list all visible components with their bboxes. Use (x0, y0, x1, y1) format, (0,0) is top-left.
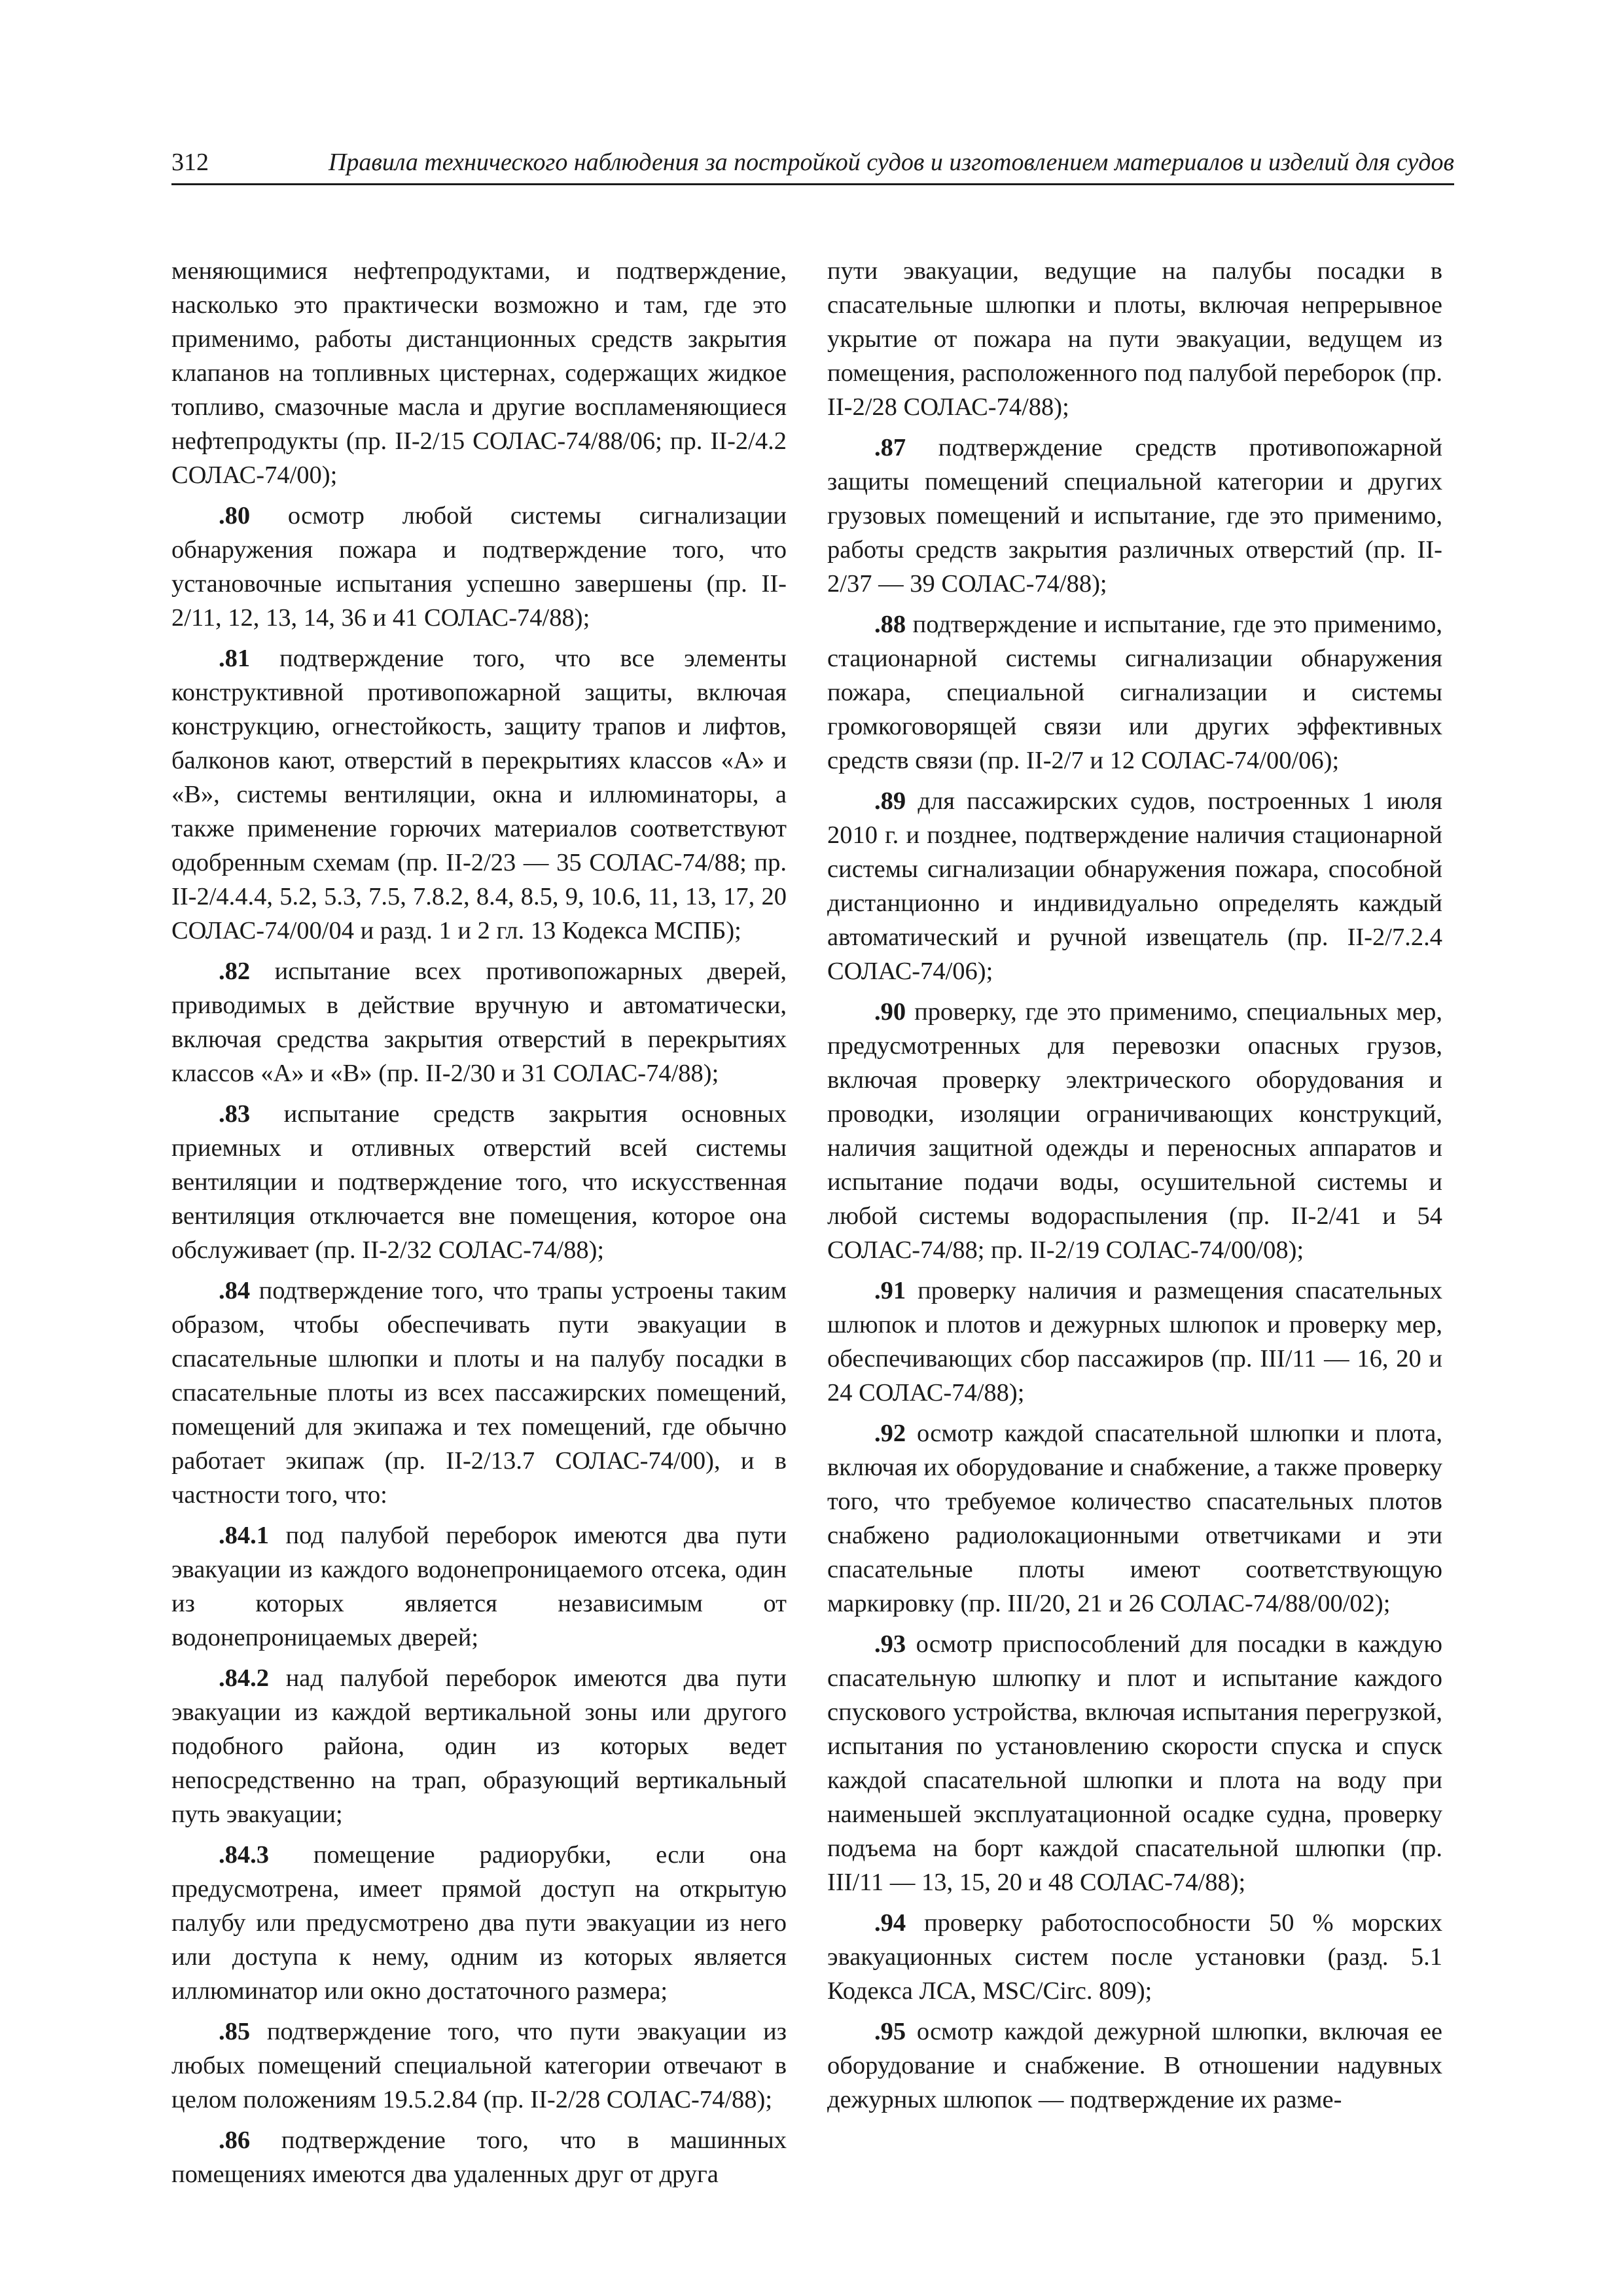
item-text: пути эвакуации, ведущие на палубы посадки в спасательные шлюпки и плоты, включая непрерывное укрытие от пожара на пути эвакуации, ведущем из помещения, расположенного под палубой переборок (пр. II-2/28 СОЛАС-74/88); (827, 257, 1442, 421)
paragraph (827, 1416, 1442, 1621)
paragraph (827, 995, 1442, 1267)
item-text: подтверждение того, что все элементы конструктивной противопожарной защиты, включая конструкцию, огнестойкость, защиту трапов и лифтов, балконов кают, отверстий в перекрытиях классов «А» и «В», системы вентиляции, окна и иллюминаторы, а также применение горючих материалов соответствуют одобренным схемам (пр. II-2/23 — 35 СОЛАС-74/88; пр. II-2/4.4.4, 5.2, 5.3, 7.5, 7.8.2, 8.4, 8.5, 9, 10.6, 11, 13, 17, 20 СОЛАС-74/00/04 и разд. 1 и 2 гл. 13 Кодекса МСПБ); (171, 645, 787, 944)
page-number: 312 (171, 149, 209, 176)
page-header (171, 145, 1454, 185)
item-number: .95 (874, 2018, 906, 2045)
item-text: проверку наличия и размещения спасательных шлюпок и плотов и дежурных шлюпок и проверку мер, обеспечивающих сбор пассажиров (пр. III/11 — 16, 20 и 24 СОЛАС-74/88); (827, 1277, 1442, 1407)
item-number: .81 (219, 645, 251, 672)
item-number: .89 (874, 787, 906, 815)
item-text: подтверждение и испытание, где это применимо, стационарной системы сигнализации обнаружения пожара, специальной сигнализации и системы громкоговорящей связи или других эффективных средств связи (пр. II-2/7 и 12 СОЛАС-74/00/06); (827, 611, 1442, 774)
item-number: .83 (219, 1100, 251, 1128)
item-text: проверку работоспособности 50 % морских эвакуационных систем после установки (разд. 5.1 Кодекса ЛСА, MSC/Circ. 809); (827, 1909, 1442, 2005)
paragraph (171, 1518, 787, 1655)
paragraph (827, 254, 1442, 424)
paragraph (827, 784, 1442, 988)
item-text: над палубой переборок имеются два пути эвакуации из каждой вертикальной зоны или другого подобного района, один из которых ведет непосредственно на трап, образующий вертикальный путь эвакуации; (171, 1664, 787, 1828)
paragraph (171, 2015, 787, 2117)
item-number: .94 (874, 1909, 906, 1937)
item-number: .85 (219, 2018, 251, 2045)
running-title: Правила технического наблюдения за постройкой судов и изготовлением материалов и изделий для судов (328, 149, 1454, 176)
item-text: проверку, где это применимо, специальных мер, предусмотренных для перевозки опасных грузов, включая проверку электрического оборудования и проводки, изоляции ограничивающих конструкций, наличия защитной одежды и переносных аппаратов и испытание подачи воды, осушительной системы и любой системы водораспыления (пр. II-2/41 и 54 СОЛАС-74/88; пр. II-2/19 СОЛАС-74/00/08); (827, 998, 1442, 1264)
item-number: .84 (219, 1277, 251, 1304)
paragraph (171, 641, 787, 948)
paragraph (827, 1627, 1442, 1899)
item-text: осмотр любой системы сигнализации обнаружения пожара и подтверждение того, что установочные испытания успешно завершены (пр. II-2/11, 12, 13, 14, 36 и 41 СОЛАС-74/88); (171, 502, 787, 632)
item-text: испытание средств закрытия основных приемных и отливных отверстий всей системы вентиляции и подтверждение того, что искусственная вентиляция отключается вне помещения, которое она обслуживает (пр. II-2/32 СОЛАС-74/88); (171, 1100, 787, 1264)
item-number: .91 (874, 1277, 906, 1304)
paragraph (171, 254, 787, 492)
left-column (171, 254, 787, 2198)
paragraph (827, 1906, 1442, 2008)
paragraph (171, 499, 787, 635)
item-text: меняющимися нефтепродуктами, и подтверждение, насколько это практически возможно и там, где это применимо, работы дистанционных средств закрытия клапанов на топливных цистернах, содержащих жидкое топливо, смазочные масла и другие воспламеняющиеся нефтепродукты (пр. II-2/15 СОЛАС-74/88/06; пр. II-2/4.2 СОЛАС-74/00); (171, 257, 787, 489)
item-number: .82 (219, 958, 251, 985)
paragraph (171, 954, 787, 1090)
item-text: помещение радиорубки, если она предусмотрена, имеет прямой доступ на открытую палубу или предусмотрено два пути эвакуации из него или доступа к нему, одним из которых является иллюминатор или окно достаточного размера; (171, 1841, 787, 2005)
item-number: .84.1 (219, 1522, 269, 1549)
item-number: .93 (874, 1630, 906, 1658)
paragraph (171, 1838, 787, 2008)
paragraph (171, 1661, 787, 1831)
paragraph (827, 1274, 1442, 1410)
item-text: испытание всех противопожарных дверей, приводимых в действие вручную и автоматически, включая средства закрытия отверстий в перекрытиях классов «А» и «В» (пр. II-2/30 и 31 СОЛАС-74/88); (171, 958, 787, 1087)
item-text: подтверждение того, что пути эвакуации из любых помещений специальной категории отвечают в целом положениям 19.5.2.84 (пр. II-2/28 СОЛАС-74/88); (171, 2018, 787, 2113)
item-number: .84.2 (219, 1664, 269, 1692)
item-text: для пассажирских судов, построенных 1 июля 2010 г. и позднее, подтверждение наличия стационарной системы сигнализации обнаружения пожара, способной дистанционно и индивидуально определять каждый автоматический и ручной извещатель (пр. II-2/7.2.4 СОЛАС-74/06); (827, 787, 1442, 985)
paragraph (171, 1274, 787, 1512)
item-number: .92 (874, 1420, 906, 1447)
item-text: подтверждение средств противопожарной защиты помещений специальной категории и других грузовых помещений и испытание, где это применимо, работы средств закрытия различных отверстий (пр. II-2/37 — 39 СОЛАС-74/88); (827, 434, 1442, 598)
item-text: подтверждение того, что в машинных помещениях имеются два удаленных друг от друга (171, 2126, 787, 2188)
paragraph (171, 2123, 787, 2191)
item-number: .88 (874, 611, 906, 638)
paragraph (171, 1097, 787, 1267)
paragraph (827, 2015, 1442, 2117)
item-text: осмотр приспособлений для посадки в каждую спасательную шлюпку и плот и испытание каждого спускового устройства, включая испытания перегрузкой, испытания по установлению скорости спуска и спуск каждой спасательной шлюпки и плота на воду при наименьшей эксплуатационной осадке судна, проверку подъема на борт каждой спасательной шлюпки (пр. III/11 — 13, 15, 20 и 48 СОЛАС-74/88); (827, 1630, 1442, 1896)
item-number: .86 (219, 2126, 251, 2154)
right-column (827, 254, 1442, 2123)
item-text: осмотр каждой спасательной шлюпки и плота, включая их оборудование и снабжение, а также проверку того, что требуемое количество спасательных плотов снабжено радиолокационными ответчиками и эти спасательные плоты имеют соответствующую маркировку (пр. III/20, 21 и 26 СОЛАС-74/88/00/02); (827, 1420, 1442, 1617)
item-text: под палубой переборок имеются два пути эвакуации из каждого водонепроницаемого отсека, один из которых является независимым от водонепроницаемых дверей; (171, 1522, 787, 1651)
item-number: .80 (219, 502, 251, 529)
item-number: .87 (874, 434, 906, 461)
item-text: подтверждение того, что трапы устроены таким образом, чтобы обеспечивать пути эвакуации в спасательные шлюпки и плоты и на палубу посадки в спасательные плоты из всех пассажирских помещений, помещений для экипажа и тех помещений, где обычно работает экипаж (пр. II-2/13.7 СОЛАС-74/00), и в частности того, что: (171, 1277, 787, 1509)
item-text: осмотр каждой дежурной шлюпки, включая ее оборудование и снабжение. В отношении надувных дежурных шлюпок — подтверждение их разме- (827, 2018, 1442, 2113)
paragraph (827, 431, 1442, 601)
paragraph (827, 607, 1442, 778)
item-number: .90 (874, 998, 906, 1026)
item-number: .84.3 (219, 1841, 269, 1869)
